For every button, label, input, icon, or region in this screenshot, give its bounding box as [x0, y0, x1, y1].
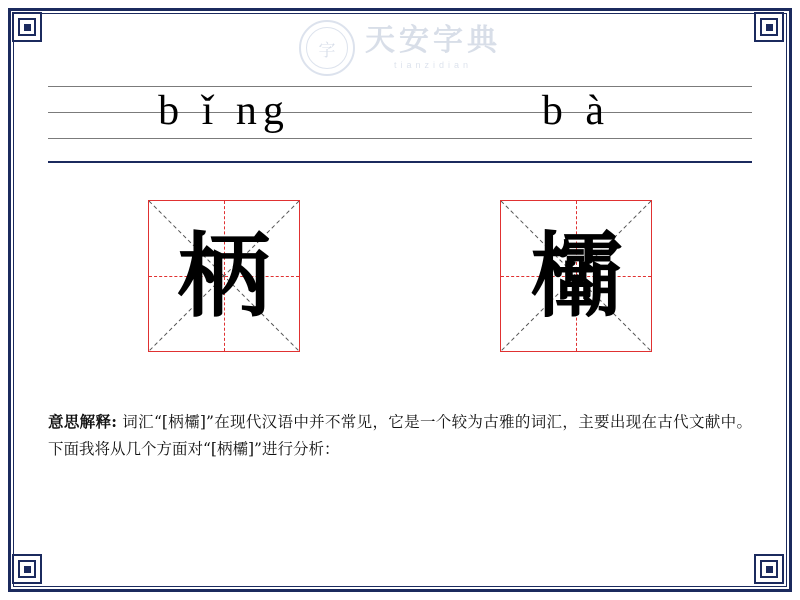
explanation-label: 意思解释:	[48, 412, 118, 431]
pinyin-syllable-1: b ǐ ng	[158, 88, 290, 134]
tianzige-box-2	[500, 200, 652, 352]
watermark-logo	[0, 16, 800, 80]
staff-line-4	[48, 161, 752, 163]
brand-title: 天安字典	[365, 23, 501, 58]
character-cell-1	[48, 200, 400, 362]
pinyin-syllable-2: b à	[541, 88, 611, 134]
pinyin-staff	[48, 86, 752, 164]
corner-ornament-bottom-left	[12, 554, 46, 588]
seal-glyph: 字	[318, 40, 336, 61]
character-grid-row	[48, 200, 752, 362]
seal-icon	[299, 20, 355, 76]
character-glyph-1: 柄	[177, 222, 270, 330]
corner-ornament-bottom-right	[754, 554, 788, 588]
explanation-text: 词汇“[柄欛]”在现代汉语中并不常见，它是一个较为古雅的词汇，主要出现在古代文献中。下面我将从几个方面对“[柄欛]”进行分析：	[48, 413, 752, 459]
character-glyph-2: 欛	[529, 222, 622, 330]
brand-subtitle: tianzidian	[393, 60, 473, 70]
character-cell-2	[400, 200, 752, 362]
explanation-paragraph	[48, 408, 752, 463]
staff-line-3	[48, 138, 752, 139]
brand-text	[365, 23, 501, 70]
tianzige-box-1	[148, 200, 300, 352]
pinyin-row	[48, 86, 752, 138]
